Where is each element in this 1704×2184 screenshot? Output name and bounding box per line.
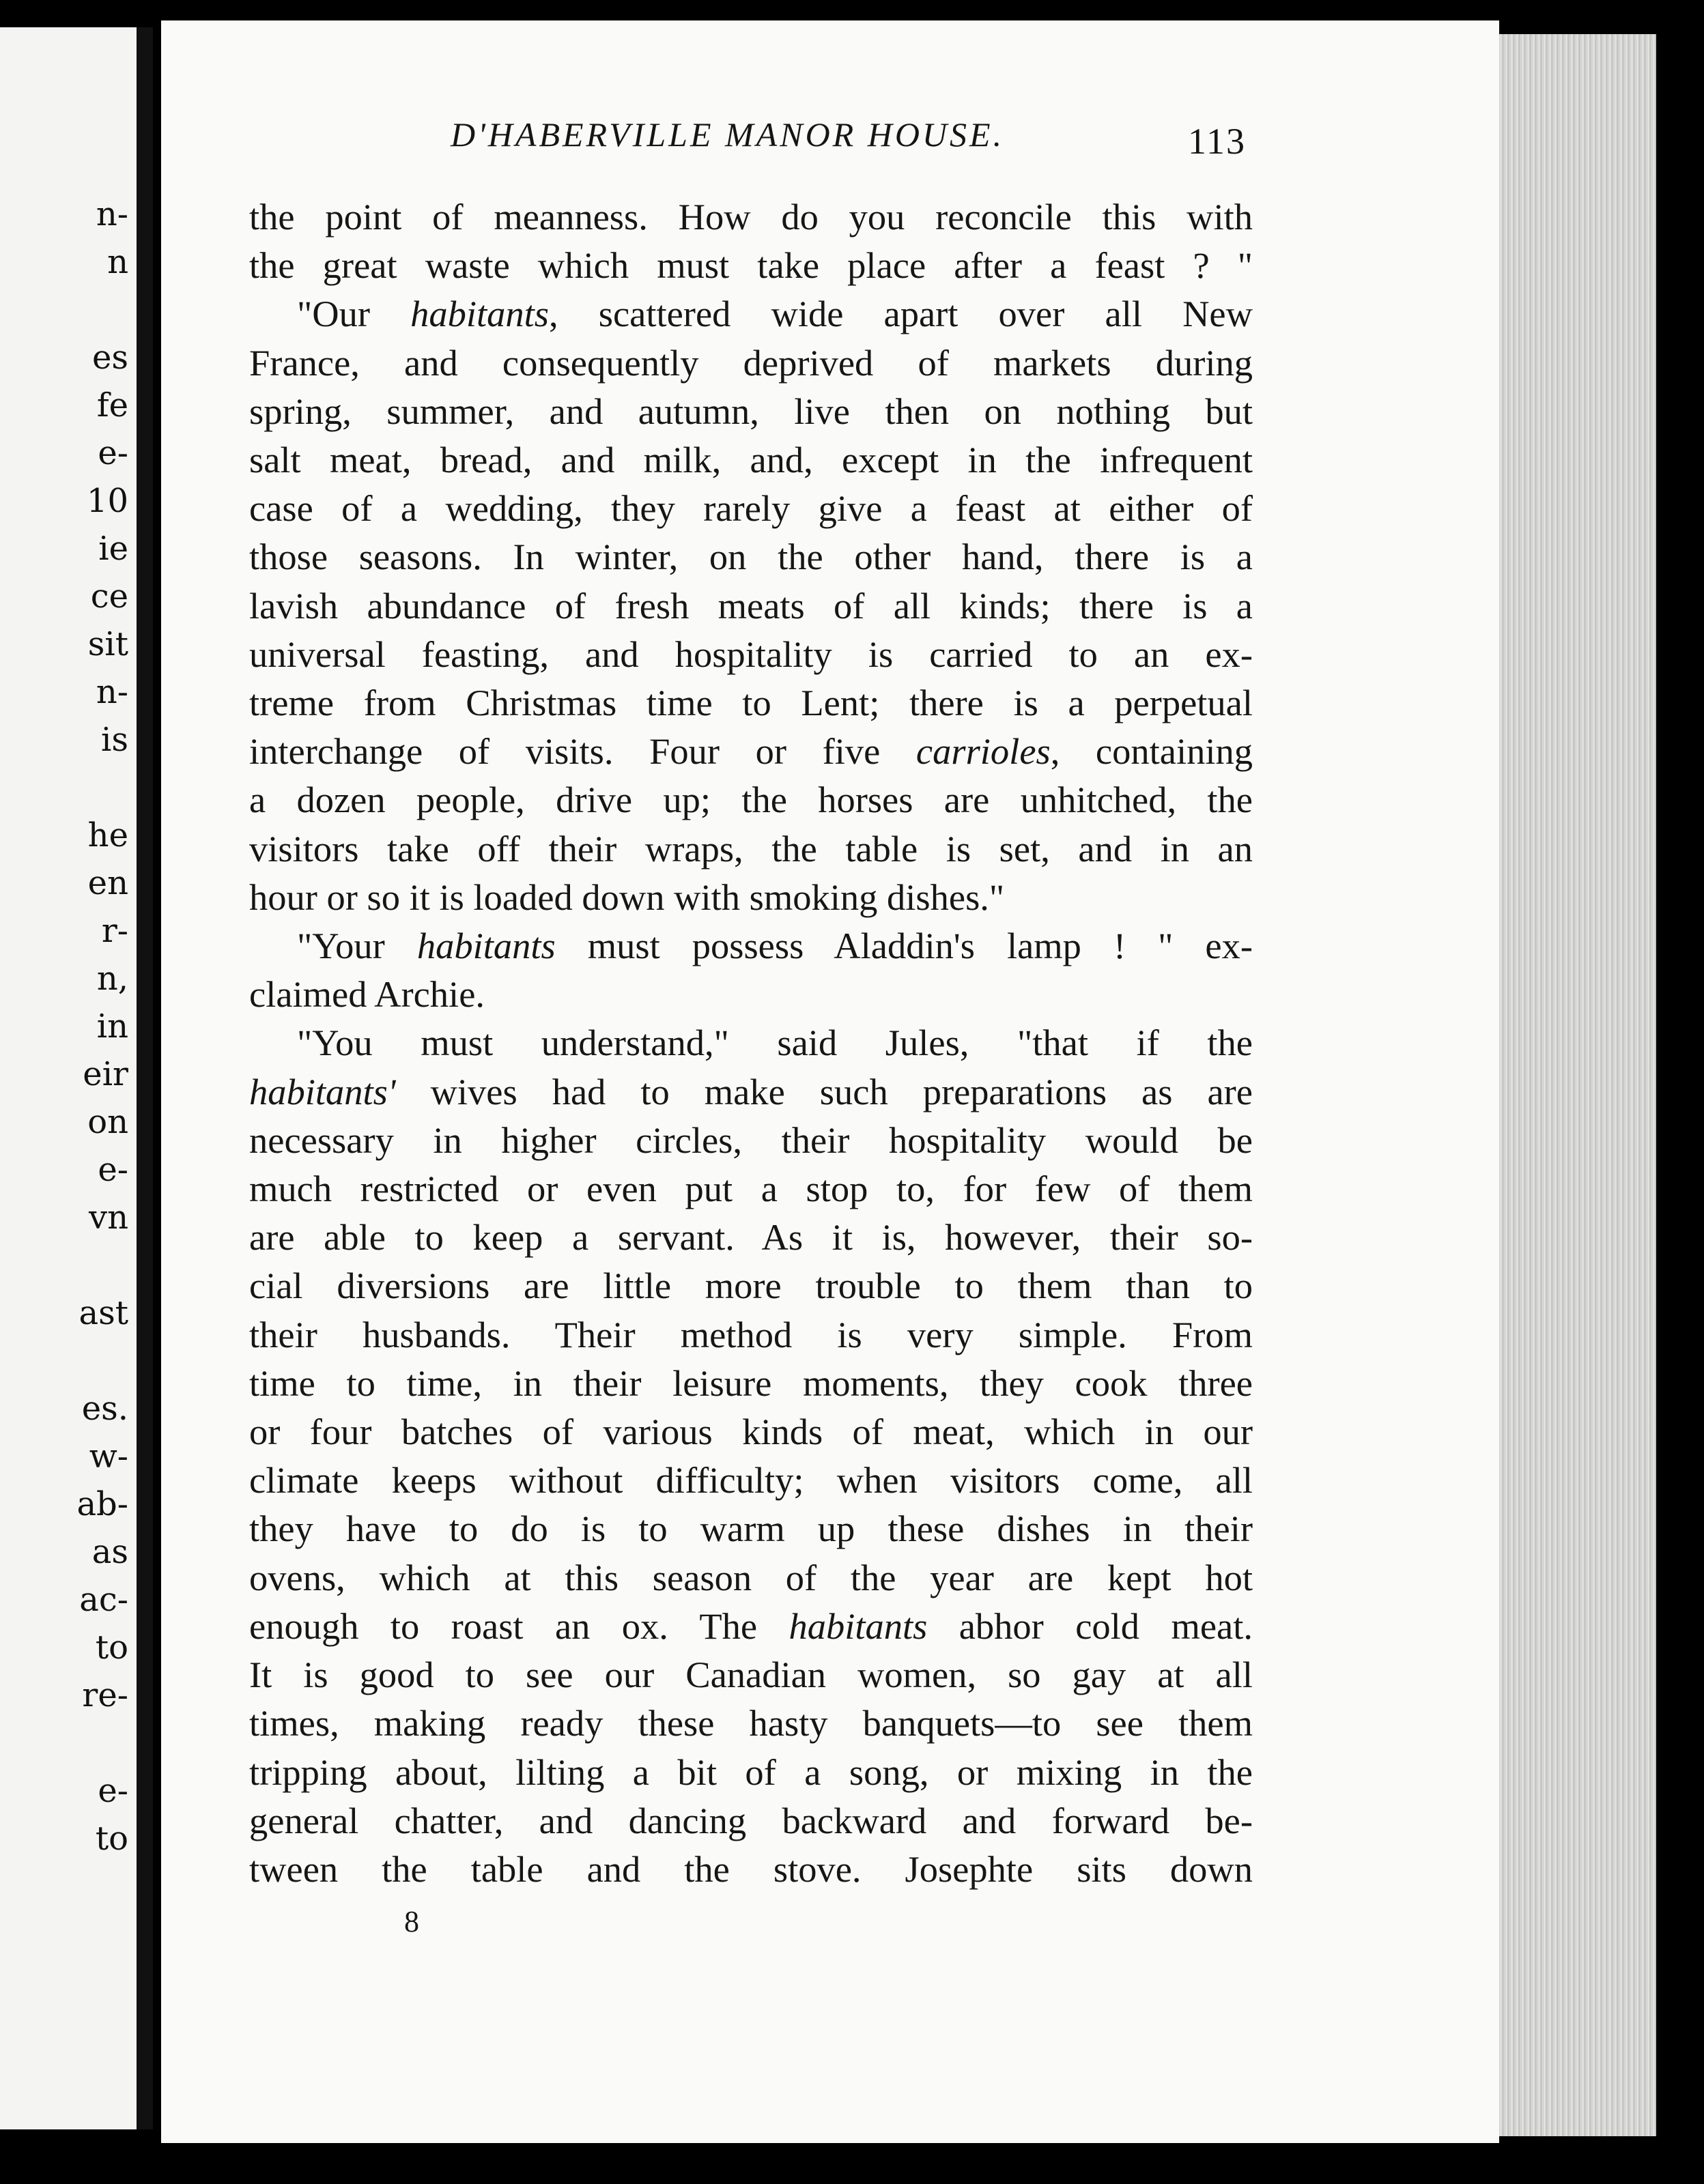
left-page-fragment-line: in <box>96 1007 128 1046</box>
text-line: those seasons. In winter, on the other hand, there is a <box>249 536 1253 578</box>
text-line: a dozen people, drive up; the horses are unhitched, the <box>249 779 1253 821</box>
text-line: claimed Archie. <box>249 973 485 1016</box>
left-page-fragment-line: to <box>95 1820 128 1858</box>
left-page-fragment-line: n, <box>96 960 128 998</box>
left-page-fragment-line: n- <box>96 195 128 233</box>
left-page-fragment-line: r- <box>101 912 128 950</box>
text-line: tripping about, lilting a bit of a song, or mixing in the <box>249 1751 1253 1793</box>
text-line: cial diversions are little more trouble to them than to <box>249 1265 1253 1307</box>
signature-mark: 8 <box>404 1905 419 1938</box>
text-line: much restricted or even put a stop to, for few of them <box>249 1168 1253 1210</box>
text-line: "Our habitants, scattered wide apart over all New <box>297 293 1253 335</box>
left-page-fragment-line: on <box>87 1103 128 1141</box>
text-line: general chatter, and dancing backward and forward be- <box>249 1799 1253 1841</box>
left-page-fragment-line: vn <box>88 1198 128 1237</box>
left-page-fragment-line: eir <box>83 1055 128 1093</box>
text-line: salt meat, bread, and milk, and, except in the infrequent <box>249 439 1253 481</box>
text-line: "Your habitants must possess Aladdin's lamp ! " ex- <box>297 925 1253 967</box>
left-page-fragment-line: sit <box>87 625 128 663</box>
left-page-fragment-line: is <box>101 721 128 759</box>
text-line: the great waste which must take place after a feast ? " <box>249 244 1253 287</box>
text-line: are able to keep a servant. As it is, however, their so- <box>249 1216 1253 1259</box>
body-text <box>249 192 1253 1893</box>
left-page-fragment-line: e- <box>98 434 128 472</box>
text-line: universal feasting, and hospitality is carried to an ex- <box>249 633 1253 675</box>
left-page-fragment-line: n <box>107 243 128 281</box>
left-page-fragment-line: es <box>91 339 128 377</box>
left-page-fragment-line: as <box>91 1533 128 1571</box>
text-line: they have to do is to warm up these dishes in their <box>249 1508 1253 1550</box>
text-line: tween the table and the stove. Josephte sits down <box>249 1848 1253 1890</box>
text-line: visitors take off their wraps, the table is set, and in an <box>249 827 1253 870</box>
running-title: D'HABERVILLE MANOR HOUSE. <box>451 115 1005 154</box>
left-page-fragment-line: ab- <box>76 1485 128 1523</box>
text-line: enough to roast an ox. The habitants abhor cold meat. <box>249 1605 1253 1647</box>
text-line: climate keeps without difficulty; when visitors come, all <box>249 1459 1253 1502</box>
left-page-fragment-line: ac- <box>79 1581 128 1619</box>
left-page-fragment-line: he <box>87 816 128 854</box>
text-line: or four batches of various kinds of meat, which in our <box>249 1411 1253 1453</box>
left-page-fragment-line: e- <box>98 1772 128 1810</box>
left-page-fragment <box>0 27 153 2129</box>
left-page-fragment-line: 10 <box>86 482 128 520</box>
left-page-fragment-line: re- <box>82 1676 128 1714</box>
left-page-fragment-line: en <box>87 864 128 902</box>
text-line: times, making ready these hasty banquets—to see them <box>249 1702 1253 1744</box>
text-line: hour or so it is loaded down with smoking dishes." <box>249 876 1005 918</box>
text-line: It is good to see our Canadian women, so gay at all <box>249 1654 1253 1696</box>
left-page-fragment-line: fe <box>96 386 128 425</box>
text-line: spring, summer, and autumn, live then on nothing but <box>249 390 1253 432</box>
text-line: lavish abundance of fresh meats of all kinds; there is a <box>249 584 1253 627</box>
text-line: case of a wedding, they rarely give a feast at either of <box>249 487 1253 530</box>
page-edges <box>1499 34 1656 2136</box>
text-line: necessary in higher circles, their hospitality would be <box>249 1119 1253 1161</box>
left-page-fragment-line: ast <box>79 1294 128 1332</box>
left-page-fragment-line: to <box>95 1628 128 1667</box>
text-line: habitants' wives had to make such preparations as are <box>249 1070 1253 1112</box>
left-page-fragment-line: e- <box>98 1151 128 1189</box>
left-page-fragment-line: es. <box>81 1390 128 1428</box>
left-page-fragment-line: w- <box>89 1437 128 1476</box>
text-line: time to time, in their leisure moments, they cook three <box>249 1362 1253 1404</box>
left-page-fragment-line: ce <box>90 577 128 616</box>
text-line: "You must understand," said Jules, "that if the <box>297 1022 1253 1064</box>
text-line: interchange of visits. Four or five carrioles, containing <box>249 730 1253 773</box>
text-line: France, and consequently deprived of markets during <box>249 341 1253 384</box>
text-line: ovens, which at this season of the year are kept hot <box>249 1556 1253 1598</box>
text-line: the point of meanness. How do you reconcile this with <box>249 196 1253 238</box>
text-line: treme from Christmas time to Lent; there is a perpetual <box>249 682 1253 724</box>
page-number: 113 <box>1188 121 1246 162</box>
left-page-fragment-line: n- <box>96 673 128 711</box>
text-line: their husbands. Their method is very simple. From <box>249 1313 1253 1355</box>
left-page-fragment-line: ie <box>98 530 128 568</box>
